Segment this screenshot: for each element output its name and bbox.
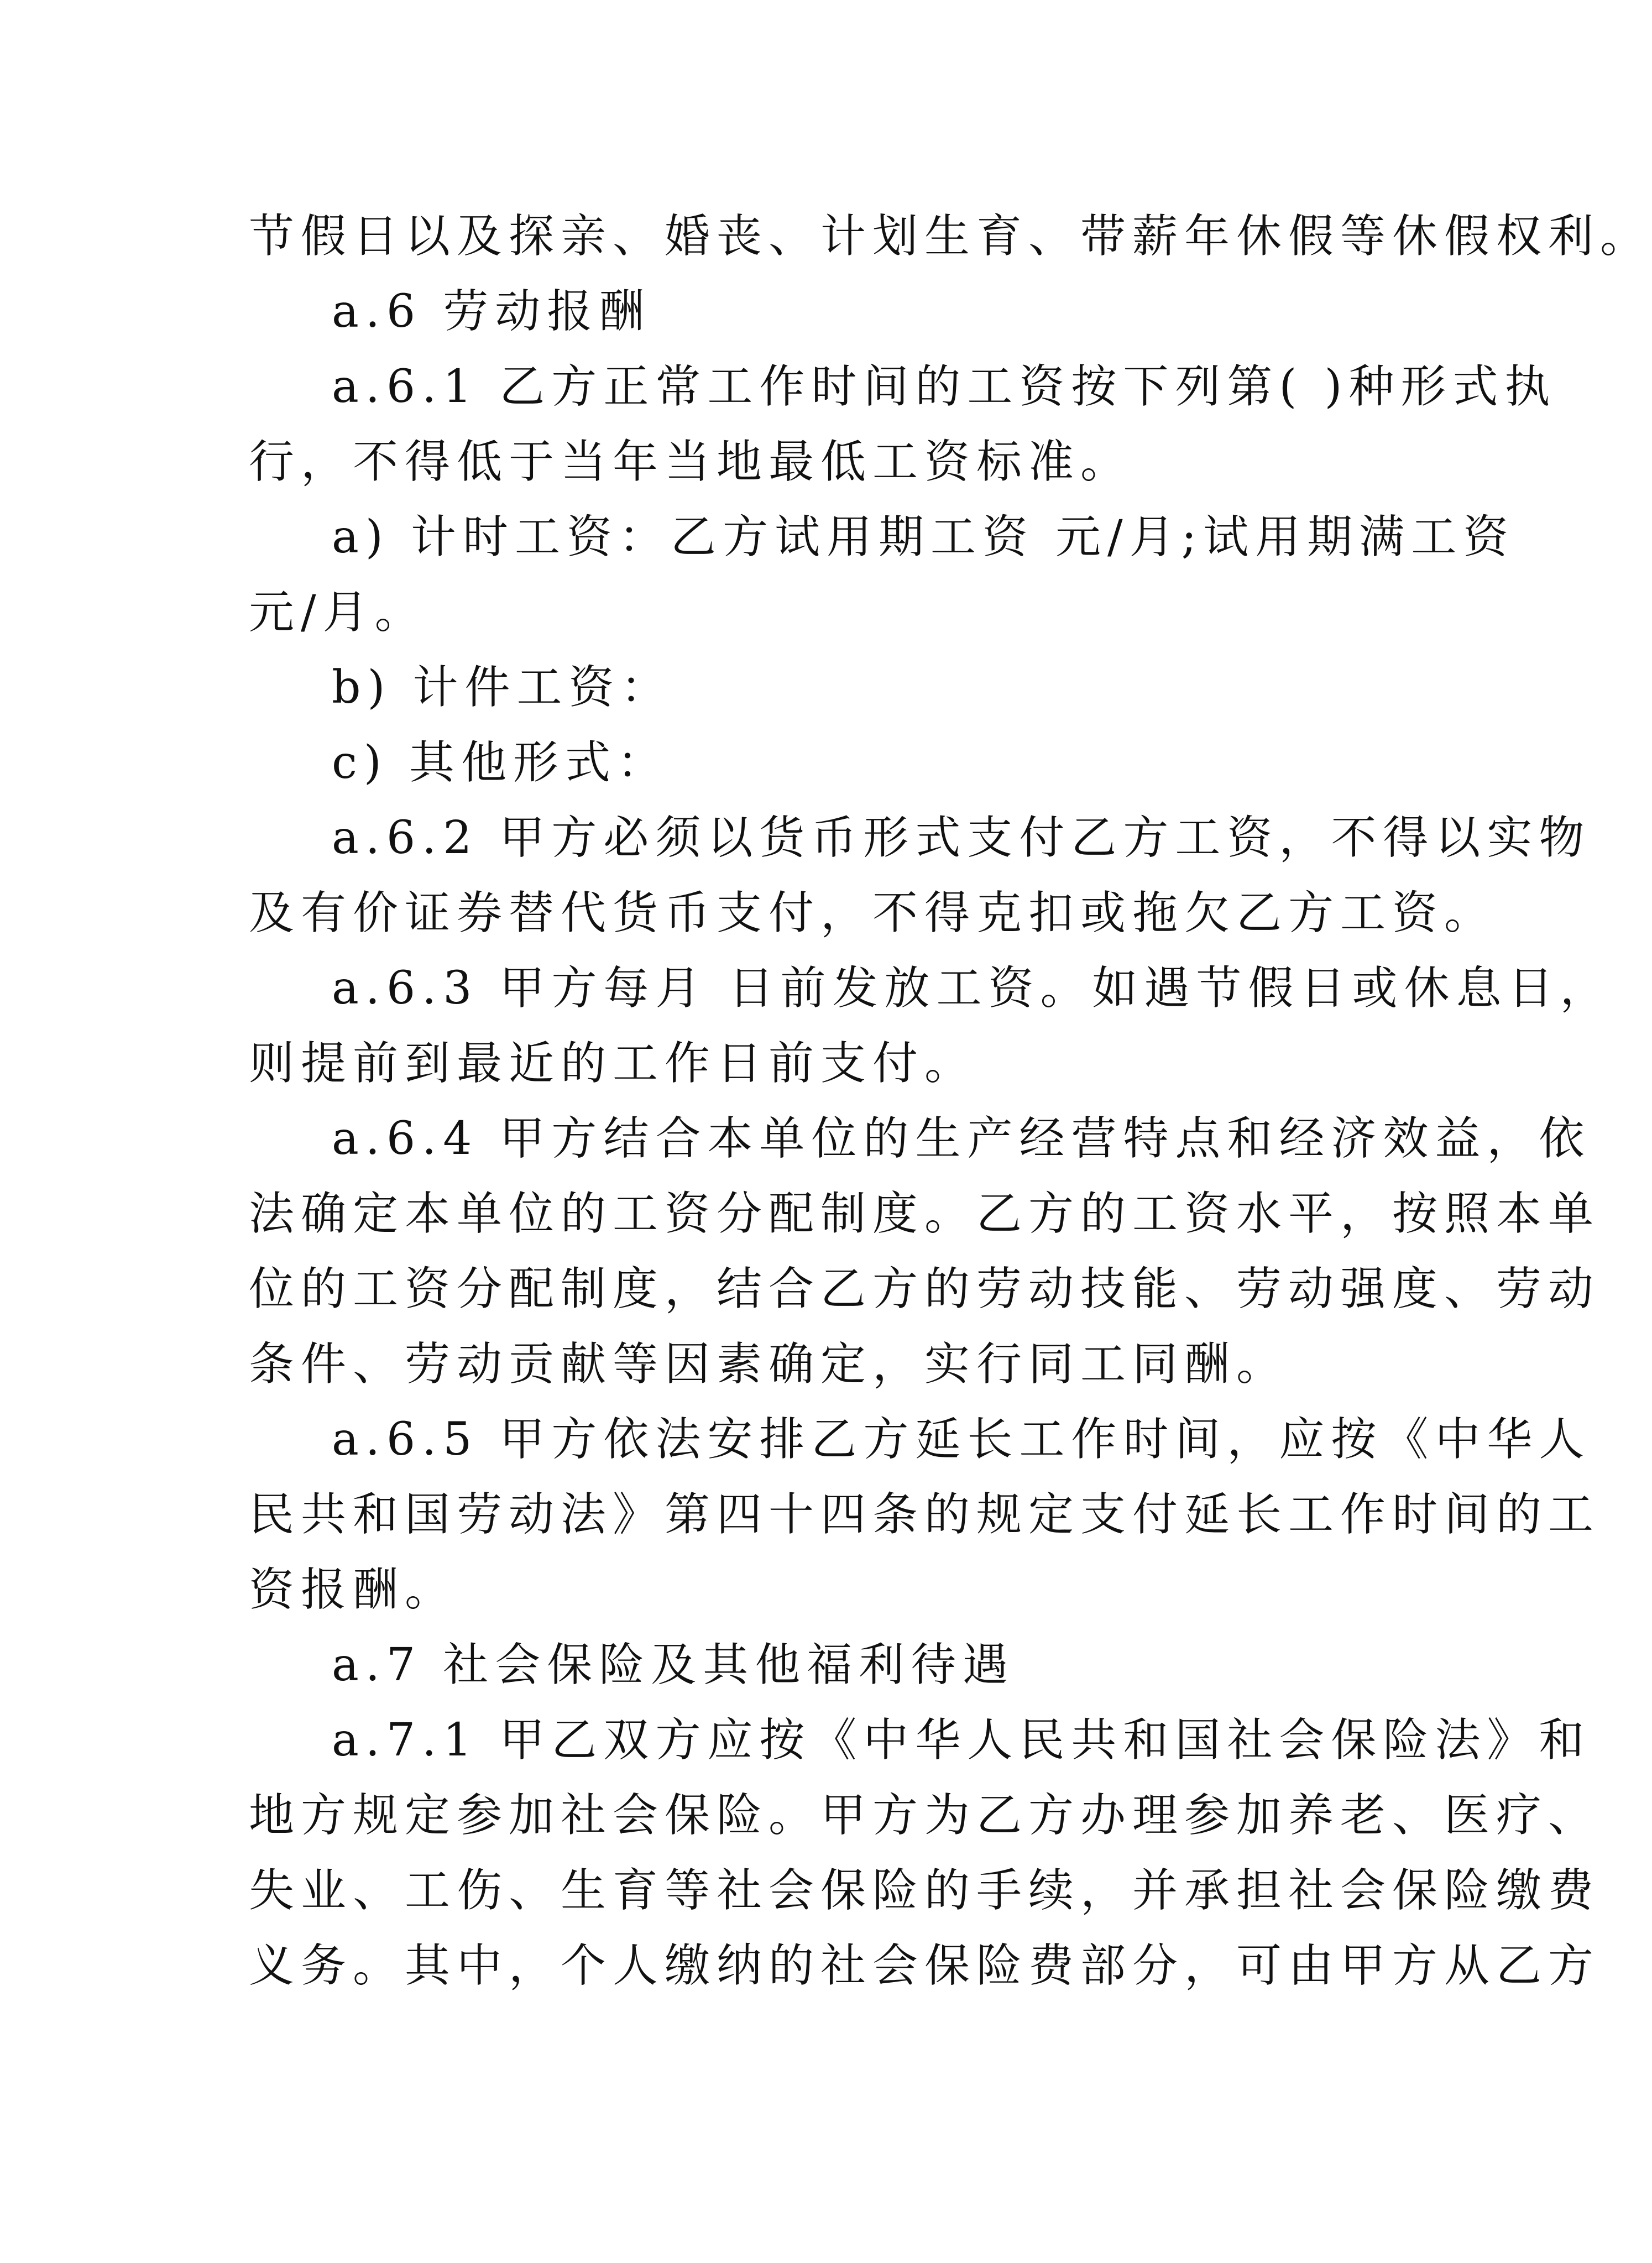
text-line: a.7.1 甲乙双方应按《中华人民共和国社会保险法》和 — [332, 1714, 1591, 1767]
text-line: 法确定本单位的工资分配制度。乙方的工资水平，按照本单 — [249, 1188, 1601, 1240]
text-line: 元/月。 — [249, 586, 427, 639]
text-line: 节假日以及探亲、婚丧、计划生育、带薪年休假等休假权利。 — [249, 210, 1652, 263]
text-line: 民共和国劳动法》第四十四条的规定支付延长工作时间的工 — [249, 1488, 1601, 1541]
text-line: a.6.2 甲方必须以货币形式支付乙方工资，不得以实物 — [332, 812, 1591, 864]
text-line: a.6.1 乙方正常工作时间的工资按下列第( )种形式执 — [332, 360, 1557, 413]
text-line: a) 计时工资：乙方试用期工资 元/月;试用期满工资 — [332, 511, 1515, 563]
text-line: a.6 劳动报酬 — [332, 285, 651, 338]
text-line: 资报酬。 — [249, 1564, 457, 1616]
text-line: a.7 社会保险及其他福利待遇 — [332, 1639, 1015, 1691]
text-line: 失业、工伤、生育等社会保险的手续，并承担社会保险缴费 — [249, 1864, 1601, 1917]
text-line: 及有价证券替代货币支付，不得克扣或拖欠乙方工资。 — [249, 887, 1497, 939]
text-line: c) 其他形式： — [332, 736, 669, 789]
text-line: 地方规定参加社会保险。甲方为乙方办理参加养老、医疗、 — [249, 1789, 1601, 1842]
text-line: 则提前到最近的工作日前支付。 — [249, 1037, 977, 1090]
text-line: b) 计件工资： — [332, 661, 673, 714]
text-line: 位的工资分配制度，结合乙方的劳动技能、劳动强度、劳动 — [249, 1263, 1601, 1315]
text-line: a.6.5 甲方依法安排乙方延长工作时间，应按《中华人 — [332, 1413, 1591, 1466]
text-line: a.6.4 甲方结合本单位的生产经营特点和经济效益，依 — [332, 1112, 1591, 1165]
text-line: 行，不得低于当年当地最低工资标准。 — [249, 436, 1133, 488]
text-line: a.6.3 甲方每月 日前发放工资。如遇节假日或休息日， — [332, 962, 1612, 1015]
document-body — [249, 199, 1652, 2004]
text-line: 义务。其中，个人缴纳的社会保险费部分，可由甲方从乙方 — [249, 1940, 1601, 1992]
text-line: 条件、劳动贡献等因素确定，实行同工同酬。 — [249, 1338, 1289, 1391]
